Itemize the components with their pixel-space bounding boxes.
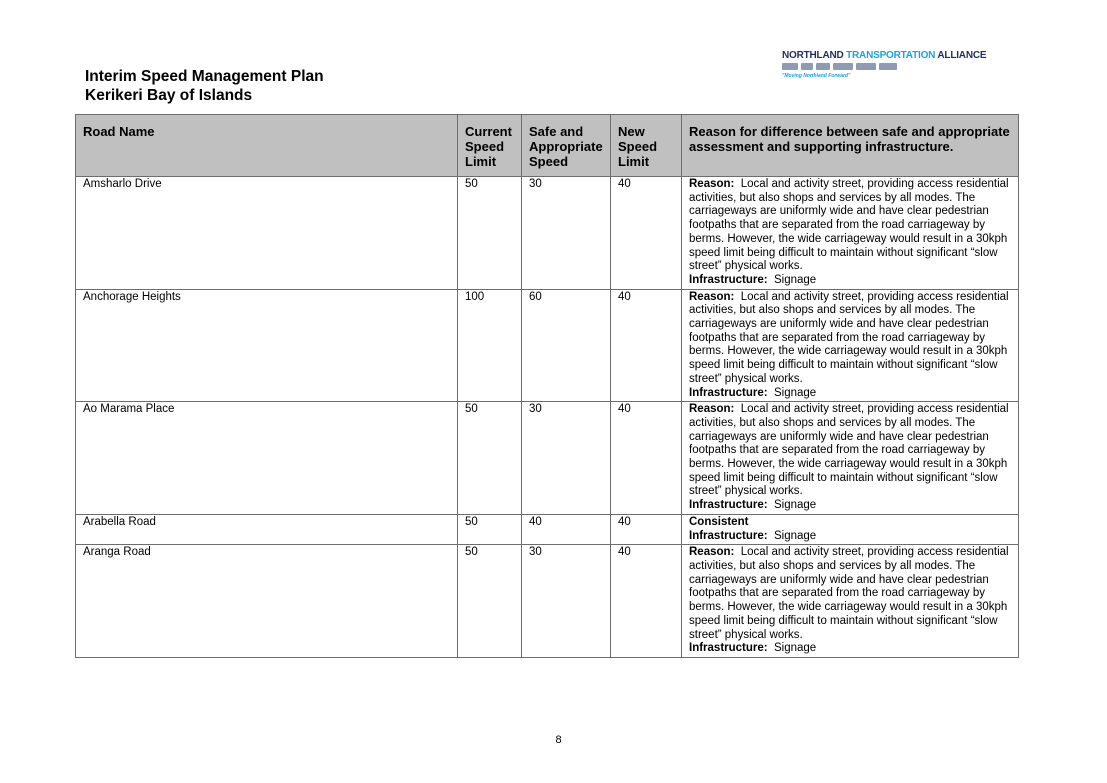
logo-word-alliance: ALLIANCE: [937, 50, 987, 61]
road-name-cell: Aranga Road: [76, 545, 458, 658]
current-speed-cell: 100: [458, 289, 522, 402]
partner-logo-icon: [816, 63, 830, 70]
table-row: [76, 177, 1019, 290]
reason-cell: [682, 514, 1019, 544]
speed-limit-table: [75, 114, 1019, 658]
partner-logo-icon: [856, 63, 876, 70]
current-speed-cell: 50: [458, 545, 522, 658]
safe-speed-cell: 40: [522, 514, 611, 544]
new-speed-cell: 40: [611, 177, 682, 290]
partner-logo-icon: [782, 63, 798, 70]
logo-word-northland: NORTHLAND: [782, 50, 844, 61]
title-line-1: Interim Speed Management Plan: [85, 68, 324, 85]
header-new-speed: New Speed Limit: [611, 115, 682, 177]
reason-cell: [682, 289, 1019, 402]
reason-label: Reason:: [689, 178, 735, 190]
logo-tagline: "Moving Northland Forward": [782, 73, 851, 79]
partner-logo-icon: [833, 63, 853, 70]
road-name-cell: Ao Marama Place: [76, 402, 458, 515]
partner-logos: [782, 62, 952, 71]
infrastructure-label: Infrastructure:: [689, 499, 768, 512]
new-speed-cell: 40: [611, 514, 682, 544]
infrastructure-text: Signage: [774, 273, 817, 286]
logo-wordmark: [782, 50, 987, 61]
current-speed-cell: 50: [458, 177, 522, 290]
table-header-row: [76, 115, 1019, 177]
infrastructure-label: Infrastructure:: [689, 529, 768, 542]
reason-cell: [682, 402, 1019, 515]
header-reason: Reason for difference between safe and appropriate assessment and supporting infrastructure.: [682, 115, 1019, 177]
current-speed-cell: 50: [458, 402, 522, 515]
reason-text: Local and activity street, providing access residential activities, but also shops and services by all modes. The carriageways are uniformly wide and have clear pedestrian footpaths that are separated from the road carriageway by berms. However, the wide carriageway would result in a 30kph speed limit being difficult to maintain without significant “slow street” physical works.: [689, 403, 1009, 498]
reason-text: Local and activity street, providing access residential activities, but also shops and services by all modes. The carriageways are uniformly wide and have clear pedestrian footpaths that are separated from the road carriageway by berms. However, the wide carriageway would result in a 30kph speed limit being difficult to maintain without significant “slow street” physical works.: [689, 546, 1009, 641]
table-row: [76, 514, 1019, 544]
logo-word-transportation: TRANSPORTATION: [846, 50, 936, 61]
document-title: [85, 67, 324, 105]
road-name-cell: Arabella Road: [76, 514, 458, 544]
table-row: [76, 402, 1019, 515]
current-speed-cell: 50: [458, 514, 522, 544]
partner-logo-icon: [801, 63, 813, 70]
safe-speed-cell: 60: [522, 289, 611, 402]
northland-transportation-alliance-logo: [782, 50, 987, 82]
road-name-cell: Anchorage Heights: [76, 289, 458, 402]
infrastructure-label: Infrastructure:: [689, 642, 768, 655]
safe-speed-cell: 30: [522, 545, 611, 658]
table-row: [76, 289, 1019, 402]
new-speed-cell: 40: [611, 545, 682, 658]
reason-label: Reason:: [689, 546, 735, 559]
infrastructure-label: Infrastructure:: [689, 386, 768, 399]
title-line-2: Kerikeri Bay of Islands: [85, 87, 253, 104]
new-speed-cell: 40: [611, 402, 682, 515]
page-number: 8: [555, 734, 562, 746]
infrastructure-text: Signage: [774, 642, 817, 655]
new-speed-cell: 40: [611, 289, 682, 402]
table-row: [76, 545, 1019, 658]
safe-speed-cell: 30: [522, 402, 611, 515]
consistent-label: Consistent: [689, 515, 749, 528]
reason-label: Reason:: [689, 403, 735, 416]
reason-text: Local and activity street, providing access residential activities, but also shops and services by all modes. The carriageways are uniformly wide and have clear pedestrian footpaths that are separated from the road carriageway by berms. However, the wide carriageway would result in a 30kph speed limit being difficult to maintain without significant “slow street” physical works.: [689, 178, 1009, 273]
header-safe-speed: Safe and Appropriate Speed: [522, 115, 611, 177]
road-name-cell: Amsharlo Drive: [76, 177, 458, 290]
reason-label: Reason:: [689, 290, 735, 303]
reason-cell: [682, 177, 1019, 290]
header-current-speed: Current Speed Limit: [458, 115, 522, 177]
header-road-name: Road Name: [76, 115, 458, 177]
reason-cell: [682, 545, 1019, 658]
safe-speed-cell: 30: [522, 177, 611, 290]
infrastructure-label: Infrastructure:: [689, 273, 768, 286]
partner-logo-icon: [879, 63, 897, 70]
infrastructure-text: Signage: [774, 529, 817, 542]
reason-text: Local and activity street, providing access residential activities, but also shops and services by all modes. The carriageways are uniformly wide and have clear pedestrian footpaths that are separated from the road carriageway by berms. However, the wide carriageway would result in a 30kph speed limit being difficult to maintain without significant “slow street” physical works.: [689, 290, 1009, 385]
infrastructure-text: Signage: [774, 499, 817, 512]
infrastructure-text: Signage: [774, 386, 817, 399]
